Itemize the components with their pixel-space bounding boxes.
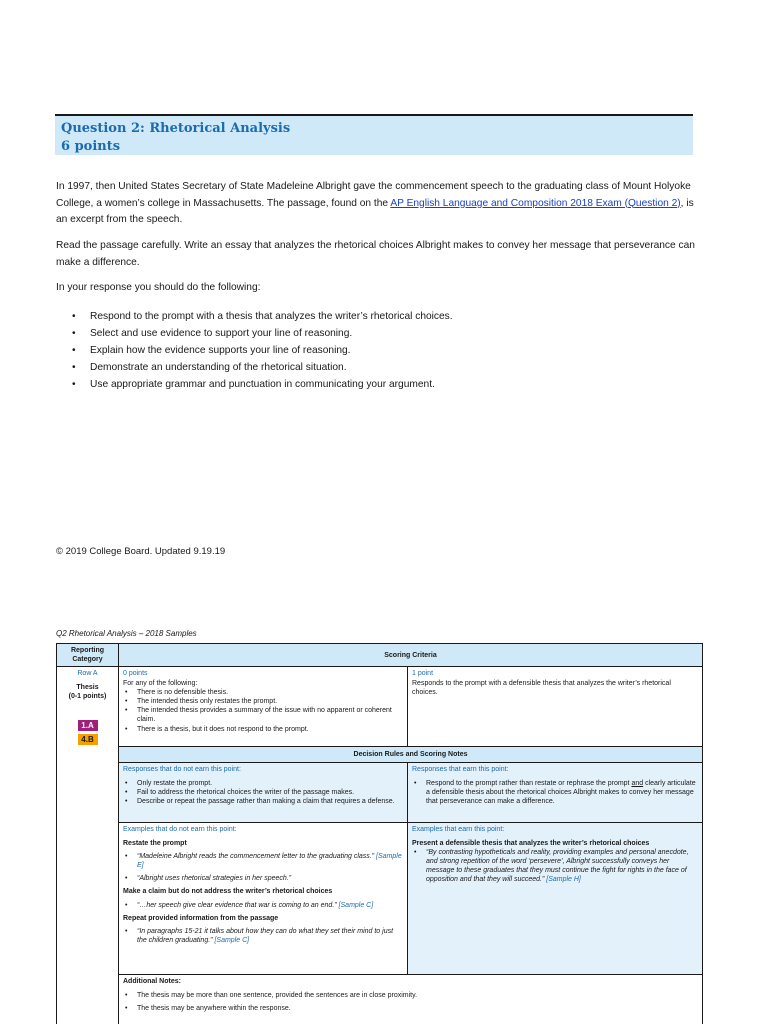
exam-link[interactable]: AP English Language and Composition 2018 Exam (Question 2) (390, 197, 681, 209)
list-item: • There is no defensible thesis. (123, 688, 403, 697)
list-item (412, 779, 698, 807)
intro-paragraph-2: Read the passage carefully. Write an essay that analyzes the rhetorical choices Albright makes to convey her message that perseverance can make a difference. (56, 240, 695, 268)
example-item (412, 848, 698, 885)
not-earn-list (123, 779, 403, 807)
rubric-table (56, 643, 703, 1024)
example-item (123, 927, 403, 945)
one-point-text: Responds to the prompt with a defensible thesis that analyzes the writer’s rhetorical choices. (412, 679, 671, 696)
not-earn-label: Responses that do not earn this point: (123, 766, 241, 774)
task-list (72, 308, 692, 393)
example-text: “Albright uses rhetorical strategies in her speech.” (137, 875, 292, 883)
intro-text: In 1997, then United States Secretary of State Madeleine Albright gave the commencement speech to the graduating class of Mount Holyoke College, a women’s college in Massachusetts. The passage, found on the (56, 181, 691, 209)
examples-not-earn-label: Examples that do not earn this point: (123, 826, 237, 834)
header-category: Reporting Category (57, 644, 119, 667)
example-text: “…her speech give clear evidence that war is coming to an end.” (137, 901, 337, 909)
examples-heading: Present a defensible thesis that analyzes the writer’s rhetorical choices (412, 839, 650, 847)
list-item: • Only restate the prompt. (123, 779, 403, 788)
earn-label: Responses that earn this point: (412, 766, 509, 774)
row-points: (0-1 points) (68, 692, 107, 700)
task-item: • Select and use evidence to support your line of reasoning. (72, 325, 692, 342)
example-item (123, 852, 403, 870)
sample-ref: [Sample C] (214, 937, 250, 945)
examples-list (123, 901, 403, 910)
zero-points-list (123, 688, 403, 734)
row-name: Thesis (76, 683, 99, 691)
question-points: 6 points (61, 139, 121, 154)
task-item: • Use appropriate grammar and punctuation in communicating your argument. (72, 376, 692, 393)
skill-badge-1a: 1.A (78, 720, 98, 731)
row-category-cell (57, 667, 119, 1024)
example-text: “Madeleine Albright reads the commencement letter to the graduating class.” (137, 852, 375, 860)
earn-text: Respond to the prompt rather than restate or rephrase the prompt (426, 779, 632, 787)
not-earn-cell (119, 763, 408, 823)
decision-rules-header: Decision Rules and Scoring Notes (119, 747, 703, 763)
list-item: • The intended thesis provides a summary of the issue with no apparent or coherent claim. (123, 706, 403, 724)
intro-text-end: , is an excerpt from the speech. (56, 197, 694, 225)
one-point-label: 1 point (412, 670, 434, 678)
examples-not-earn-cell (119, 823, 408, 975)
example-item (123, 901, 403, 910)
zero-points-cell (119, 667, 408, 747)
earn-cell (408, 763, 703, 823)
examples-list (123, 852, 403, 884)
earn-text-and: and (631, 779, 644, 787)
list-item: • The thesis may be more than one sentence, provided the sentences are in close proximity. (123, 991, 698, 1000)
row-label: Row A (77, 670, 98, 678)
examples-list (412, 848, 698, 885)
skill-badge-4b: 4.B (78, 734, 98, 745)
copyright-notice: © 2019 College Board. Updated 9.19.19 (56, 546, 226, 557)
example-text: “By contrasting hypotheticals and reality, providing examples and personal anecdote, and strong repetition of the word ‘persevere’, Albright successfully conveys her message to these graduates that they must continue the fight for rights in the face of opposition and that they will succeed.” (426, 848, 689, 884)
examples-list (123, 927, 403, 945)
examples-earn-cell (408, 823, 703, 975)
example-text: “In paragraphs 15-21 it talks about how they can do what they set their mind to just the children graduating.” (137, 928, 394, 945)
list-item: • The intended thesis only restates the prompt. (123, 697, 403, 706)
examples-earn-label: Examples that earn this point: (412, 826, 505, 834)
question-header (55, 114, 693, 155)
example-item (123, 874, 403, 883)
earn-text-rest: clearly articulate a defensible thesis about the rhetorical choices Albright makes to convey her message that perseverance can make a difference. (426, 779, 696, 806)
zero-points-label: 0 points (123, 670, 148, 678)
earn-list (412, 779, 698, 807)
task-item: • Explain how the evidence supports your line of reasoning. (72, 342, 692, 359)
task-item: • Respond to the prompt with a thesis that analyzes the writer’s rhetorical choices. (72, 308, 692, 325)
sample-ref: [Sample H] (546, 876, 581, 884)
intro-paragraph-1 (56, 179, 706, 229)
list-item: • There is a thesis, but it does not respond to the prompt. (123, 725, 403, 734)
task-item: • Demonstrate an understanding of the rhetorical situation. (72, 359, 692, 376)
additional-notes-cell (119, 975, 703, 1024)
examples-heading: Make a claim but do not address the writer’s rhetorical choices (123, 888, 333, 896)
additional-notes-label: Additional Notes: (123, 978, 181, 986)
examples-heading: Repeat provided information from the passage (123, 914, 279, 922)
one-point-cell (408, 667, 703, 747)
sample-ref: [Sample E] (137, 852, 402, 870)
question-title: Question 2: Rhetorical Analysis (61, 121, 291, 136)
examples-heading: Restate the prompt (123, 839, 187, 847)
notes-list (123, 991, 698, 1013)
intro-paragraph-3: In your response you should do the following: (56, 282, 261, 293)
header-criteria: Scoring Criteria (119, 644, 703, 667)
list-item: • The thesis may be anywhere within the response. (123, 1004, 698, 1013)
rubric-caption: Q2 Rhetorical Analysis – 2018 Samples (56, 629, 197, 638)
sample-ref: [Sample C] (338, 901, 374, 909)
zero-points-intro: For any of the following: (123, 679, 198, 687)
list-item: • Describe or repeat the passage rather than making a claim that requires a defense. (123, 797, 403, 806)
list-item: • Fail to address the rhetorical choices the writer of the passage makes. (123, 788, 403, 797)
